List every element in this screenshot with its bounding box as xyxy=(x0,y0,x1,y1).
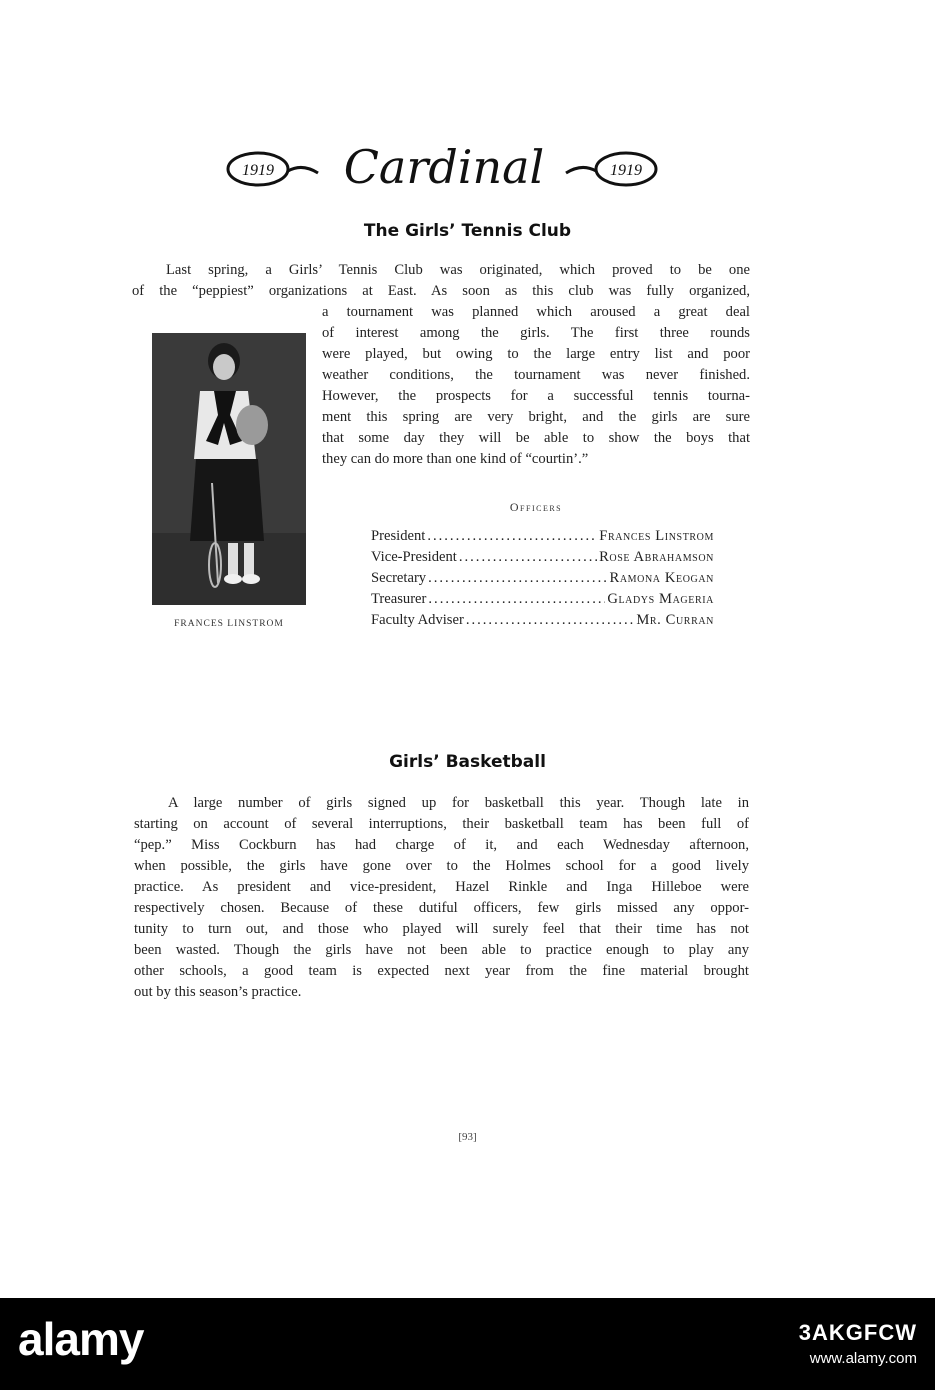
basketball-heading: Girls’ Basketball xyxy=(389,752,546,772)
dot-leader xyxy=(466,612,634,629)
tennis-line: they can do more than one kind of “courtin’.” xyxy=(322,451,589,467)
masthead-logo xyxy=(222,133,662,203)
basketball-line: practice. As president and vice-president, Hazel Rinkle and Inga Hilleboe were xyxy=(134,879,749,895)
basketball-line: starting on account of several interruptions, their basketball team has been full of xyxy=(134,816,749,832)
basketball-line: other schools, a good team is expected next year from the fine material brought xyxy=(134,963,749,979)
dot-leader xyxy=(428,591,605,608)
tennis-line: Last spring, a Girls’ Tennis Club was originated, which proved to be one xyxy=(166,262,750,278)
tennis-paragraph-top xyxy=(132,260,750,302)
basketball-line: when possible, the girls have gone over to the Holmes school for a good lively xyxy=(134,858,749,874)
officer-role: Secretary xyxy=(371,570,427,586)
basketball-line: out by this season’s practice. xyxy=(134,984,302,1000)
masthead-title: Cardinal xyxy=(343,140,545,194)
officer-row-vice-president xyxy=(371,549,714,570)
dot-leader xyxy=(427,528,597,545)
officer-row-treasurer xyxy=(371,591,714,612)
banner-info xyxy=(799,1320,917,1367)
basketball-line: “pep.” Miss Cockburn has had charge of it, and each Wednesday afternoon, xyxy=(134,837,749,853)
officer-row-president xyxy=(371,528,714,549)
cardinal-masthead xyxy=(222,133,662,203)
officer-role: Vice-President xyxy=(371,549,457,565)
officers-heading: Officers xyxy=(509,500,563,514)
banner-url: www.alamy.com xyxy=(809,1350,917,1367)
officer-name: Ramona Keogan xyxy=(609,570,714,586)
officer-name: Rose Abrahamson xyxy=(599,549,714,565)
officers-list xyxy=(371,528,714,633)
tennis-line: were played, but owing to the large entry list and poor xyxy=(322,346,750,362)
officer-name: Frances Linstrom xyxy=(599,528,714,544)
basketball-line: respectively chosen. Because of these dutiful officers, few girls missed any oppor- xyxy=(134,900,749,916)
tennis-line: ment this spring are very bright, and the girls are sure xyxy=(322,409,750,425)
basketball-line: A large number of girls signed up for basketball this year. Though late in xyxy=(168,795,749,811)
portrait-illustration xyxy=(152,333,306,605)
officer-role: President xyxy=(371,528,426,544)
alamy-logo: alamy xyxy=(18,1313,144,1365)
basketball-paragraph xyxy=(134,793,749,1003)
officer-name: Gladys Mageria xyxy=(607,591,714,607)
tennis-line: of the “peppiest” organizations at East. As soon as this club was fully organized, xyxy=(132,283,750,299)
dot-leader xyxy=(459,549,597,566)
officer-name: Mr. Curran xyxy=(636,612,714,628)
officer-role: Faculty Adviser xyxy=(371,612,464,628)
masthead-year-right: 1919 xyxy=(610,162,642,179)
officer-row-secretary xyxy=(371,570,714,591)
tennis-line: of interest among the girls. The first three rounds xyxy=(322,325,750,341)
basketball-line: been wasted. Though the girls have not been able to practice enough to play any xyxy=(134,942,749,958)
officer-role: Treasurer xyxy=(371,591,427,607)
masthead-year-left: 1919 xyxy=(242,162,274,179)
frances-linstrom-photo xyxy=(152,333,306,605)
tennis-paragraph-side xyxy=(322,302,750,470)
tennis-line: However, the prospects for a successful tennis tourna- xyxy=(322,388,750,404)
image-id: 3AKGFCW xyxy=(798,1320,917,1345)
photo-caption: FRANCES LINSTROM xyxy=(174,619,284,629)
tennis-line: a tournament was planned which aroused a great deal xyxy=(322,304,750,320)
stock-banner xyxy=(0,1298,935,1390)
page-number: [93] xyxy=(458,1131,477,1143)
tennis-club-heading: The Girls’ Tennis Club xyxy=(363,221,572,241)
basketball-line: tunity to turn out, and those who played will surely feel that their time has not xyxy=(134,921,749,937)
officer-row-faculty-adviser xyxy=(371,612,714,633)
tennis-line: that some day they will be able to show the boys that xyxy=(322,430,750,446)
dot-leader xyxy=(428,570,607,587)
tennis-line: weather conditions, the tournament was never finished. xyxy=(322,367,750,383)
